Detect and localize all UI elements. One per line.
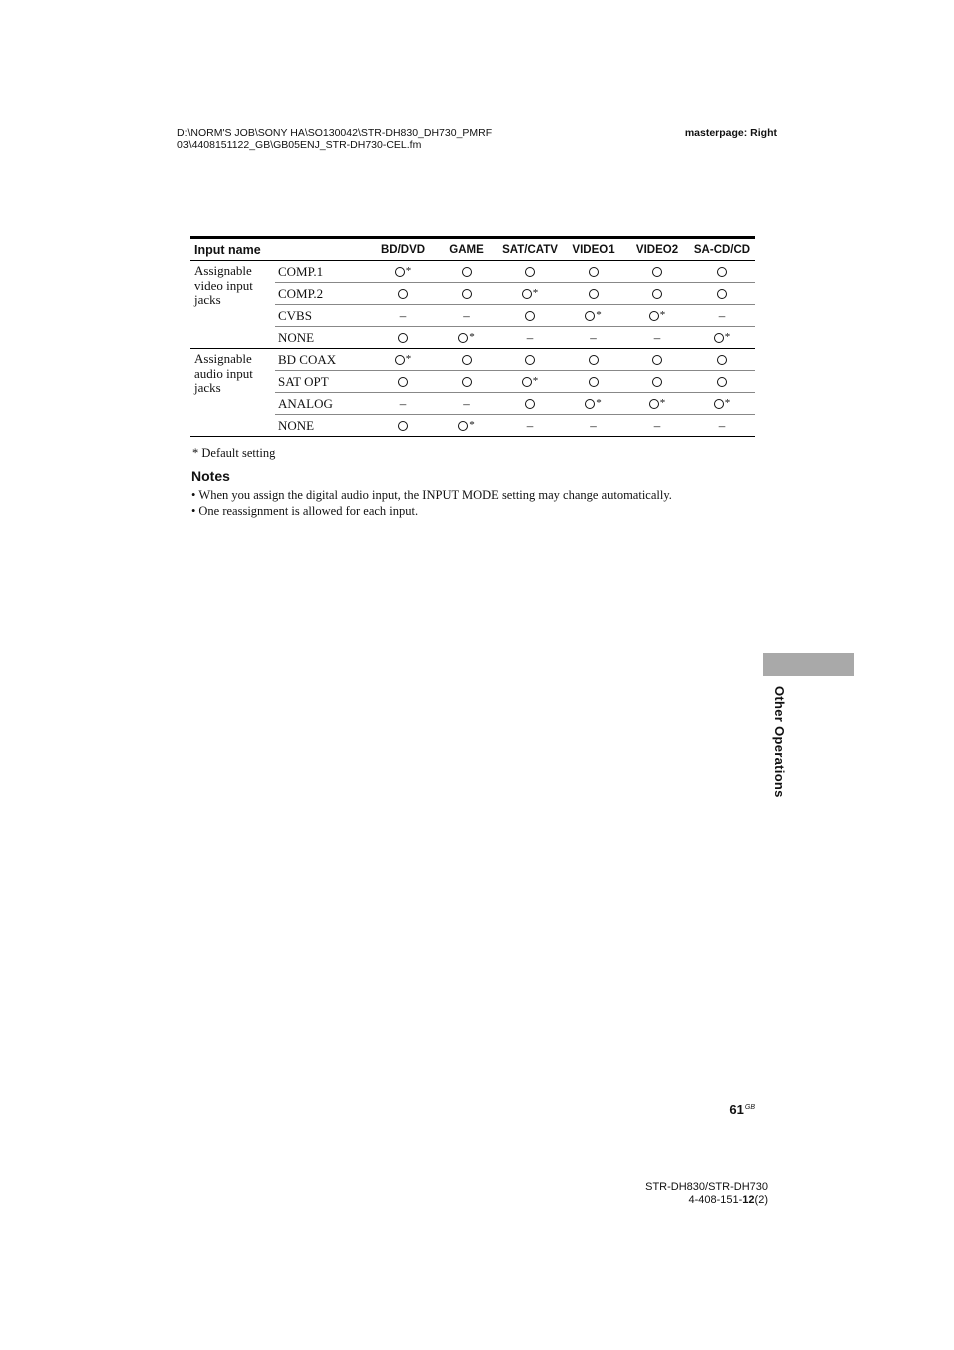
available-circle-icon: [462, 267, 472, 277]
input-name-header: Input name: [190, 238, 371, 261]
model-line-1: STR-DH830/STR-DH730: [645, 1181, 768, 1193]
table-cell: –: [562, 415, 625, 437]
default-mark: *: [659, 396, 666, 409]
file-path: [177, 127, 492, 151]
available-circle-icon: [522, 289, 532, 299]
column-header: SAT/CATV: [498, 238, 562, 261]
available-circle-icon: [649, 311, 659, 321]
available-circle-icon: [398, 421, 408, 431]
available-circle-icon: [589, 267, 599, 277]
table-cell: [498, 371, 562, 393]
table-cell: –: [371, 305, 435, 327]
column-header: BD/DVD: [371, 238, 435, 261]
table-cell: [371, 327, 435, 349]
available-circle-icon: [714, 399, 724, 409]
table-cell: –: [498, 415, 562, 437]
table-row: [190, 393, 755, 415]
note-item: • One reassignment is allowed for each input.: [191, 503, 672, 519]
table-cell: [689, 393, 755, 415]
default-mark: *: [659, 308, 666, 321]
column-header: VIDEO1: [562, 238, 625, 261]
available-circle-icon: [462, 377, 472, 387]
column-header: SA-CD/CD: [689, 238, 755, 261]
table-cell: [498, 393, 562, 415]
available-circle-icon: [462, 355, 472, 365]
table-cell: –: [625, 415, 689, 437]
table-cell: –: [625, 327, 689, 349]
available-circle-icon: [649, 399, 659, 409]
available-circle-icon: [717, 377, 727, 387]
available-circle-icon: [458, 421, 468, 431]
available-circle-icon: [585, 311, 595, 321]
table-cell: [625, 349, 689, 371]
group-label-audio: Assignable audio input jacks: [190, 349, 275, 437]
table-row: [190, 327, 755, 349]
table-cell: [371, 415, 435, 437]
available-circle-icon: [589, 355, 599, 365]
available-circle-icon: [398, 289, 408, 299]
model-code-suffix: (2): [754, 1193, 768, 1206]
section-tab-marker: [763, 653, 854, 676]
model-code-bold: 12: [742, 1193, 755, 1206]
table-cell: [562, 349, 625, 371]
table-cell: –: [435, 305, 498, 327]
table-cell: [625, 393, 689, 415]
table-cell: [498, 305, 562, 327]
file-path-line-2: 03\4408151122_GB\GB05ENJ_STR-DH730-CEL.fm: [177, 139, 422, 151]
table-cell: [371, 261, 435, 283]
available-circle-icon: [525, 267, 535, 277]
table-cell: [435, 349, 498, 371]
default-mark: *: [724, 330, 731, 343]
table-cell: [562, 261, 625, 283]
table-cell: [562, 283, 625, 305]
available-circle-icon: [589, 377, 599, 387]
default-mark: *: [469, 418, 475, 431]
default-mark: *: [596, 308, 602, 321]
jack-name: BD COAX: [275, 349, 371, 371]
table-row: [190, 349, 755, 371]
table-cell: [689, 261, 755, 283]
table-cell: –: [435, 393, 498, 415]
model-line-2: [600, 1194, 768, 1207]
available-circle-icon: [398, 377, 408, 387]
table-row: [190, 415, 755, 437]
table-cell: [562, 371, 625, 393]
available-circle-icon: [395, 355, 405, 365]
available-circle-icon: [525, 311, 535, 321]
jack-name: COMP.2: [275, 283, 371, 305]
table-row: [190, 305, 755, 327]
available-circle-icon: [717, 355, 727, 365]
default-mark: *: [724, 396, 731, 409]
table-cell: –: [689, 305, 755, 327]
jack-name: ANALOG: [275, 393, 371, 415]
table-cell: [625, 261, 689, 283]
footnote-default-setting: * Default setting: [192, 446, 276, 460]
notes-list: [191, 487, 672, 519]
table-row: [190, 371, 755, 393]
masterpage-label: masterpage: Right: [684, 127, 777, 139]
table-cell: [498, 283, 562, 305]
file-path-line-1: D:\NORM'S JOB\SONY HA\SO130042\STR-DH830_DH730_PMRF: [177, 127, 493, 139]
table-cell: [435, 371, 498, 393]
table-header-row: [190, 238, 755, 261]
jack-name: NONE: [275, 415, 371, 437]
available-circle-icon: [395, 267, 405, 277]
jack-name: CVBS: [275, 305, 371, 327]
table-cell: –: [689, 415, 755, 437]
table-cell: [435, 283, 498, 305]
table-cell: [689, 349, 755, 371]
available-circle-icon: [462, 289, 472, 299]
available-circle-icon: [522, 377, 532, 387]
default-mark: *: [405, 352, 412, 365]
available-circle-icon: [525, 355, 535, 365]
available-circle-icon: [717, 267, 727, 277]
table-cell: [371, 371, 435, 393]
page-number: [700, 1102, 755, 1117]
table-cell: [689, 327, 755, 349]
model-code-prefix: 4-408-151-: [688, 1193, 743, 1206]
table-cell: [562, 305, 625, 327]
table-cell: –: [371, 393, 435, 415]
model-info: [600, 1181, 768, 1206]
notes-heading: Notes: [191, 468, 230, 484]
column-header: VIDEO2: [625, 238, 689, 261]
table-cell: [435, 327, 498, 349]
page-number-value: 61: [729, 1102, 744, 1117]
table-row: [190, 283, 755, 305]
input-assignment-table: [190, 236, 755, 437]
table-cell: [562, 393, 625, 415]
default-mark: *: [532, 286, 539, 299]
table-cell: [435, 415, 498, 437]
table-row: [190, 261, 755, 283]
table-cell: –: [562, 327, 625, 349]
note-item: • When you assign the digital audio input, the INPUT MODE setting may change automatically.: [191, 487, 672, 503]
default-mark: *: [532, 374, 539, 387]
available-circle-icon: [585, 399, 595, 409]
default-mark: *: [469, 330, 475, 343]
section-label-vertical: Other Operations: [772, 686, 787, 798]
table-cell: [498, 261, 562, 283]
table-cell: [689, 371, 755, 393]
available-circle-icon: [589, 289, 599, 299]
available-circle-icon: [717, 289, 727, 299]
table-cell: [625, 283, 689, 305]
group-label-video: Assignable video input jacks: [190, 261, 275, 349]
jack-name: NONE: [275, 327, 371, 349]
table-cell: –: [498, 327, 562, 349]
available-circle-icon: [525, 399, 535, 409]
table-cell: [371, 349, 435, 371]
table-cell: [498, 349, 562, 371]
table-cell: [435, 261, 498, 283]
available-circle-icon: [458, 333, 468, 343]
jack-name: COMP.1: [275, 261, 371, 283]
available-circle-icon: [652, 267, 662, 277]
jack-name: SAT OPT: [275, 371, 371, 393]
table-cell: [371, 283, 435, 305]
table-cell: [625, 371, 689, 393]
available-circle-icon: [652, 355, 662, 365]
available-circle-icon: [652, 377, 662, 387]
column-header: GAME: [435, 238, 498, 261]
page-number-suffix: GB: [744, 1104, 755, 1111]
table-cell: [689, 283, 755, 305]
table-cell: [625, 305, 689, 327]
default-mark: *: [405, 264, 412, 277]
available-circle-icon: [652, 289, 662, 299]
available-circle-icon: [714, 333, 724, 343]
default-mark: *: [596, 396, 602, 409]
available-circle-icon: [398, 333, 408, 343]
